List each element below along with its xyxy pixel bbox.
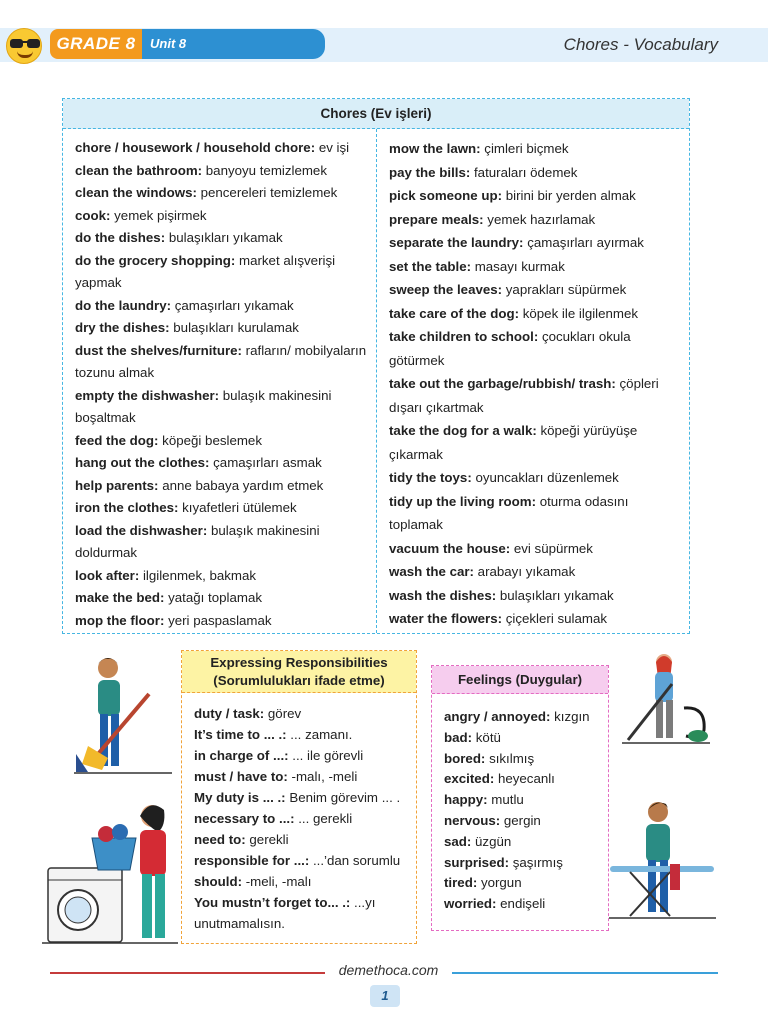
vocab-meaning: mutlu xyxy=(487,792,524,808)
vocab-item xyxy=(389,278,685,302)
vocab-term: do the grocery shopping: xyxy=(75,252,236,268)
vocab-meaning: anne babaya yardım etmek xyxy=(158,477,324,493)
vocab-item xyxy=(444,873,608,894)
vocab-term: You mustn’t forget to... .: xyxy=(194,895,351,910)
responsibilities-list xyxy=(182,693,416,934)
vocab-item xyxy=(389,208,685,232)
vocab-term: do the laundry: xyxy=(75,297,172,313)
unit-label: Unit 8 xyxy=(142,29,325,59)
vocab-item xyxy=(389,607,685,631)
vocab-item xyxy=(444,832,608,853)
vocab-term: do the dishes: xyxy=(75,230,166,245)
vocab-item xyxy=(444,790,608,811)
vocab-meaning: köpeği beslemek xyxy=(158,432,262,448)
vocab-meaning: Benim görevim ... . xyxy=(285,790,401,805)
vocab-item xyxy=(194,829,416,850)
vocab-item xyxy=(75,520,369,565)
vocab-item xyxy=(75,610,369,633)
vocab-meaning: çocukları okula götürmek xyxy=(389,329,631,368)
vocab-item xyxy=(389,137,685,161)
vocab-meaning: birini bir yerden almak xyxy=(502,188,636,203)
vocab-item xyxy=(389,231,685,255)
vocab-meaning: ... zamanı. xyxy=(286,727,353,742)
vocab-meaning: banyoyu temizlemek xyxy=(202,162,327,178)
vocab-item xyxy=(75,385,369,430)
boy-sweeping-illustration xyxy=(74,654,174,776)
vocab-meaning: ev işi xyxy=(315,140,350,155)
vocab-item xyxy=(444,728,608,749)
vocab-term: clean the bathroom: xyxy=(75,162,203,178)
footer-rule-right xyxy=(452,972,718,974)
vocab-meaning: market alışverişi yapmak xyxy=(75,252,336,290)
vocab-term: take out the garbage/rubbish/ trash: xyxy=(389,376,616,391)
vocab-item xyxy=(389,466,685,490)
vocab-meaning: oturma odasını toplamak xyxy=(389,493,629,532)
vocab-meaning: yeri paspaslamak xyxy=(164,612,272,628)
vocab-term: hang out the clothes: xyxy=(75,455,210,470)
vocab-term: empty the dishwasher: xyxy=(75,387,220,403)
vocab-meaning: yemek pişirmek xyxy=(110,207,207,223)
vocab-term: pay the bills: xyxy=(389,164,471,180)
vocab-term: excited: xyxy=(444,771,495,787)
vocab-meaning: -malı, -meli xyxy=(287,769,358,784)
vocab-term: bored: xyxy=(444,750,486,766)
vocab-item xyxy=(194,850,416,871)
vocab-term: need to: xyxy=(194,832,246,847)
vocab-term: load the dishwasher: xyxy=(75,522,208,538)
vocab-item xyxy=(389,490,685,537)
vocab-term: dust the shelves/furniture: xyxy=(75,342,242,358)
woman-laundry-illustration xyxy=(40,796,180,946)
vocab-term: bad: xyxy=(444,729,473,745)
vocab-term: tidy the toys: xyxy=(389,470,472,485)
vocab-meaning: kıyafetleri ütülemek xyxy=(178,500,297,515)
vocab-term: help parents: xyxy=(75,477,159,493)
chores-vocabulary-box xyxy=(62,98,690,634)
vocab-item xyxy=(389,372,685,419)
vocab-meaning: bulaşıkları yıkamak xyxy=(496,587,614,603)
vocab-term: wash the dishes: xyxy=(389,587,497,603)
vocab-item xyxy=(75,497,369,520)
vocab-term: duty / task: xyxy=(194,706,265,721)
vocab-item xyxy=(444,811,608,832)
sunglasses-icon xyxy=(10,39,40,48)
vocab-meaning: gerekli xyxy=(245,832,289,847)
vocab-item xyxy=(75,340,369,385)
vocab-term: It’s time to ... .: xyxy=(194,727,287,742)
vocab-term: happy: xyxy=(444,792,488,808)
vocab-term: worried: xyxy=(444,896,497,912)
vocab-item xyxy=(389,184,685,208)
footer-site: demethoca.com xyxy=(338,962,439,978)
vocab-item xyxy=(75,205,369,228)
vocab-meaning: çöpleri dışarı çıkartmak xyxy=(389,376,659,415)
footer-rule-left xyxy=(50,972,325,974)
vocab-meaning: yemek hazırlamak xyxy=(483,211,596,227)
vocab-term: surprised: xyxy=(444,854,510,870)
responsibilities-title xyxy=(182,651,416,693)
vocab-meaning: masayı kurmak xyxy=(471,258,565,274)
vocab-item xyxy=(194,871,416,892)
vocab-meaning: çamaşırları ayırmak xyxy=(523,235,644,250)
vocab-meaning: pencereleri temizlemek xyxy=(196,185,338,200)
vocab-meaning: kızgın xyxy=(550,709,590,724)
vocab-item xyxy=(75,317,369,340)
vocab-term: dry the dishes: xyxy=(75,320,170,335)
vocab-meaning: bulaşık makinesini doldurmak xyxy=(75,522,320,560)
vocab-item xyxy=(389,584,685,608)
vocab-term: feed the dog: xyxy=(75,432,159,448)
vocab-term: tidy up the living room: xyxy=(389,493,536,509)
vocab-term: should: xyxy=(194,874,243,889)
vocab-item xyxy=(75,250,369,295)
vocab-meaning: -meli, -malı xyxy=(242,874,312,889)
vocab-meaning: çamaşırları asmak xyxy=(209,455,322,470)
vocab-item xyxy=(75,137,369,160)
vocab-item xyxy=(194,892,416,934)
vocab-term: iron the clothes: xyxy=(75,500,179,515)
page-topic: Chores - Vocabulary xyxy=(563,35,718,54)
vocab-item xyxy=(444,707,608,728)
vocab-item xyxy=(194,808,416,829)
vocab-item xyxy=(444,749,608,770)
vocab-item xyxy=(194,724,416,745)
vocab-meaning: heyecanlı xyxy=(494,771,555,787)
vocab-term: make the bed: xyxy=(75,590,165,605)
vocab-term: chore / housework / household chore: xyxy=(75,140,316,155)
vocab-term: take care of the dog: xyxy=(389,305,520,321)
vocab-term: sad: xyxy=(444,833,472,849)
sunglasses-emoji-icon xyxy=(6,28,42,64)
vocab-term: vacuum the house: xyxy=(389,540,511,556)
feelings-list xyxy=(432,694,608,915)
vocab-meaning: yaprakları süpürmek xyxy=(502,282,627,297)
vocab-item xyxy=(389,419,685,466)
vocab-term: nervous: xyxy=(444,812,501,828)
vocab-item xyxy=(444,769,608,790)
vocab-term: clean the windows: xyxy=(75,185,197,200)
vocab-term: necessary to ...: xyxy=(194,811,295,826)
vocab-item xyxy=(75,430,369,453)
chores-right-column xyxy=(389,137,685,631)
vocab-item xyxy=(389,302,685,326)
vocab-term: wash the car: xyxy=(389,564,474,579)
vocab-meaning: evi süpürmek xyxy=(510,540,593,556)
vocab-item xyxy=(194,745,416,766)
feelings-title: Feelings (Duygular) xyxy=(432,666,608,694)
vocab-term: look after: xyxy=(75,567,140,583)
vocab-meaning: yorgun xyxy=(477,875,522,891)
vocab-item xyxy=(194,766,416,787)
vocab-item xyxy=(389,560,685,584)
vocab-meaning: sıkılmış xyxy=(485,750,535,766)
vocab-term: water the flowers: xyxy=(389,611,503,626)
vocab-term: take children to school: xyxy=(389,329,539,344)
vocab-term: must / have to: xyxy=(194,769,288,784)
vocab-item xyxy=(75,227,369,250)
vocab-item xyxy=(194,787,416,808)
vocab-item xyxy=(75,182,369,205)
vocab-term: take the dog for a walk: xyxy=(389,423,537,438)
vocab-meaning: bulaşıkları kurulamak xyxy=(169,320,299,335)
vocab-meaning: şaşırmış xyxy=(509,854,563,870)
vocab-meaning: çamaşırları yıkamak xyxy=(171,297,294,313)
vocab-term: My duty is ... .: xyxy=(194,790,286,805)
vocab-meaning: ... ile görevli xyxy=(288,748,364,763)
vocab-meaning: gergin xyxy=(500,812,541,828)
vocab-item xyxy=(75,565,369,588)
vocab-meaning: endişeli xyxy=(496,896,546,912)
responsibilities-title-line2: (Sorumlulukları ifade etme) xyxy=(213,673,385,688)
vocab-meaning: bulaşıkları yıkamak xyxy=(165,230,283,245)
vocab-meaning: üzgün xyxy=(471,833,512,849)
vocab-meaning: ...’dan sorumlu xyxy=(309,853,401,868)
column-divider xyxy=(376,129,377,633)
vocab-item xyxy=(75,160,369,183)
vocab-item xyxy=(389,537,685,561)
vocab-term: mow the lawn: xyxy=(389,141,481,156)
vocab-term: responsible for ...: xyxy=(194,853,310,868)
vocab-meaning: oyuncakları düzenlemek xyxy=(471,470,619,485)
vocab-meaning: köpek ile ilgilenmek xyxy=(519,305,639,321)
vocab-item xyxy=(444,894,608,915)
vocab-meaning: arabayı yıkamak xyxy=(473,564,576,579)
vocab-item xyxy=(389,325,685,372)
grade-label: GRADE 8 xyxy=(50,29,142,59)
responsibilities-title-line1: Expressing Responsibilities xyxy=(210,655,388,670)
vocab-term: prepare meals: xyxy=(389,211,484,227)
vocab-meaning: görev xyxy=(264,706,302,721)
vocab-term: sweep the leaves: xyxy=(389,282,503,297)
vocab-item xyxy=(75,452,369,475)
vocab-term: tired: xyxy=(444,875,478,891)
vocab-item xyxy=(389,161,685,185)
vocab-meaning: ilgilenmek, bakmak xyxy=(139,567,257,583)
boy-ironing-illustration xyxy=(600,796,720,922)
vocab-term: angry / annoyed: xyxy=(444,709,551,724)
vocab-meaning: bulaşık makinesini boşaltmak xyxy=(75,387,332,425)
responsibilities-box xyxy=(181,650,417,944)
chores-left-column xyxy=(75,137,369,632)
vocab-item xyxy=(75,475,369,498)
vocab-term: mop the floor: xyxy=(75,612,165,628)
page-number: 1 xyxy=(370,985,400,1007)
vocab-item xyxy=(444,853,608,874)
vocab-item xyxy=(75,587,369,610)
vocab-meaning: köpeği yürüyüşe çıkarmak xyxy=(389,423,638,462)
vocab-term: cook: xyxy=(75,207,111,223)
woman-vacuuming-illustration xyxy=(622,650,712,746)
vocab-item xyxy=(75,295,369,318)
vocab-meaning: ...yı unutmamalısın. xyxy=(194,895,376,931)
vocab-term: pick someone up: xyxy=(389,188,503,203)
vocab-term: separate the laundry: xyxy=(389,235,524,250)
vocab-term: set the table: xyxy=(389,258,472,274)
vocab-meaning: ... gerekli xyxy=(294,811,353,826)
vocab-meaning: çimleri biçmek xyxy=(480,141,569,156)
vocab-item xyxy=(389,255,685,279)
vocab-meaning: kötü xyxy=(472,729,501,745)
chores-title: Chores (Ev işleri) xyxy=(63,99,689,129)
vocab-meaning: faturaları ödemek xyxy=(470,164,578,180)
vocab-meaning: çiçekleri sulamak xyxy=(502,611,607,626)
vocab-meaning: rafların/ mobilyaların tozunu almak xyxy=(75,342,367,380)
vocab-term: in charge of ...: xyxy=(194,748,289,763)
feelings-box xyxy=(431,665,609,931)
vocab-item xyxy=(194,703,416,724)
vocab-meaning: yatağı toplamak xyxy=(164,590,262,605)
